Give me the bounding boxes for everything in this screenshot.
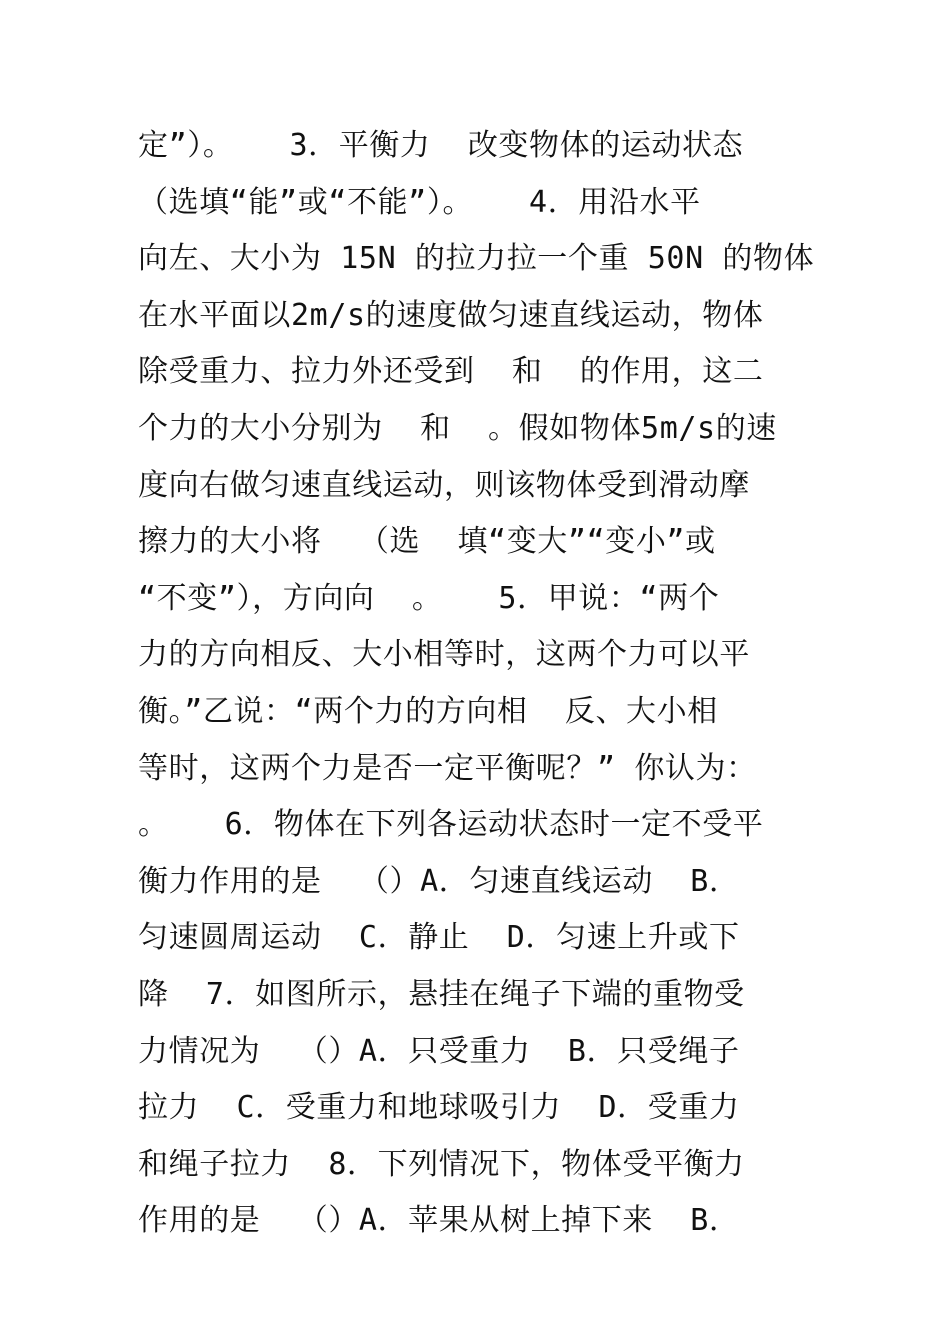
text-line: 等时，这两个力是否一定平衡呢？” 你认为： <box>138 750 757 786</box>
text-line: 度向右做匀速直线运动，则该物体受到滑动摩 <box>138 467 750 503</box>
text-line: 力的方向相反、大小相等时，这两个力可以平 <box>138 637 750 673</box>
text-line: 和绳子拉力 8．下列情况下，物体受平衡力 <box>138 1146 745 1182</box>
text-line: 除受重力、拉力外还受到 和 的作用，这二 <box>138 354 764 390</box>
text-line: 力情况为 （）A．只受重力 B．只受绳子 <box>138 1033 740 1069</box>
text-line: 个力的大小分别为 和 。假如物体5m/s的速 <box>138 410 777 446</box>
text-line: 。 6．物体在下列各运动状态时一定不受平 <box>138 807 764 843</box>
text-line: 作用的是 （）A．苹果从树上掉下来 B． <box>138 1203 740 1239</box>
text-line: 降 7．如图所示，悬挂在绳子下端的重物受 <box>138 976 745 1012</box>
text-line: （选填“能”或“不能”）。 4．用沿水平 <box>138 184 701 220</box>
text-line: 在水平面以2m/s的速度做匀速直线运动，物体 <box>138 297 764 333</box>
text-line: 衡力作用的是 （）A．匀速直线运动 B． <box>138 863 740 899</box>
text-line: 定”）。 3．平衡力 改变物体的运动状态 <box>138 128 744 163</box>
text-line: 衡。”乙说：“两个力的方向相 反、大小相 <box>138 693 718 729</box>
document-body <box>138 118 818 1250</box>
text-line: 向左、大小为 15N 的拉力拉一个重 50N 的物体 <box>138 241 815 277</box>
text-line: 匀速圆周运动 C．静止 D．匀速上升或下 <box>138 920 740 956</box>
text-line: “不变”），方向向 。 5．甲说：“两个 <box>138 580 720 616</box>
text-line: 擦力的大小将 （选 填“变大”“变小”或 <box>138 524 716 560</box>
text-line: 拉力 C．受重力和地球吸引力 D．受重力 <box>138 1090 740 1126</box>
